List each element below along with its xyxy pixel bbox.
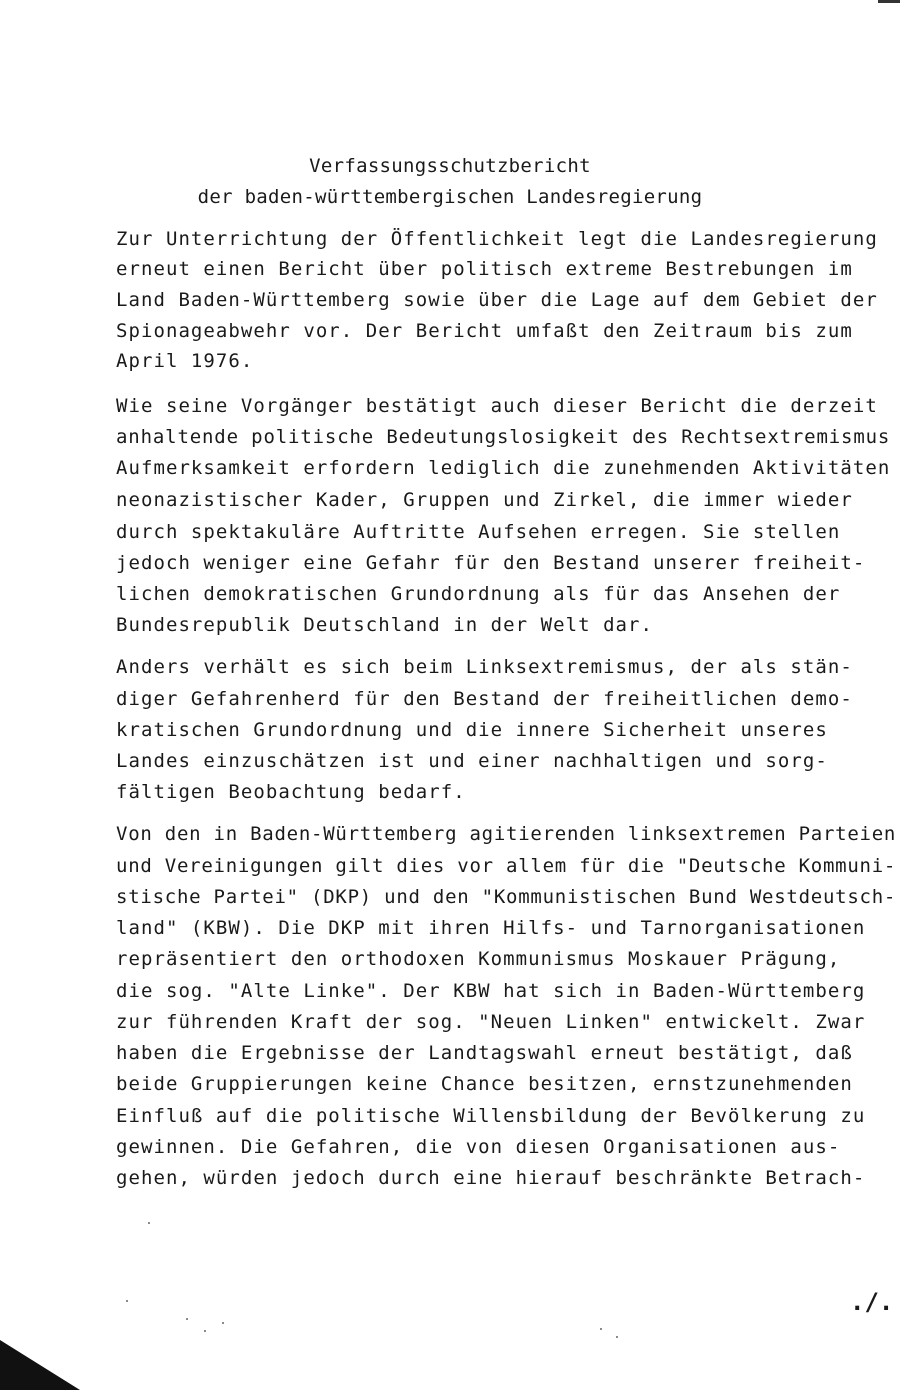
scan-speck bbox=[126, 1300, 128, 1302]
scan-speck bbox=[616, 1336, 618, 1338]
text-line: gewinnen. Die Gefahren, die von diesen Organisationen aus- bbox=[116, 1136, 841, 1158]
text-line: Anders verhält es sich beim Linksextremismus, der als stän- bbox=[116, 656, 853, 678]
text-line: diger Gefahrenherd für den Bestand der freiheitlichen demo- bbox=[116, 688, 853, 710]
scan-edge-mark bbox=[878, 0, 900, 3]
text-line: Bundesrepublik Deutschland in der Welt dar. bbox=[116, 614, 654, 636]
text-line: Einfluß auf die politische Willensbildung der Bevölkerung zu bbox=[116, 1105, 866, 1127]
text-line: Von den in Baden-Württemberg agitierenden linksextremen Parteien bbox=[116, 823, 897, 845]
scan-speck bbox=[204, 1330, 206, 1332]
scan-speck bbox=[186, 1318, 188, 1320]
text-line: lichen demokratischen Grundordnung als für das Ansehen der bbox=[116, 583, 841, 605]
document-subtitle: der baden-württembergischen Landesregierung bbox=[197, 186, 703, 208]
text-line: die sog. "Alte Linke". Der KBW hat sich in Baden-Württemberg bbox=[116, 980, 866, 1002]
text-line: kratischen Grundordnung und die innere Sicherheit unseres bbox=[116, 719, 828, 741]
document-title: Verfassungsschutzbericht bbox=[309, 155, 591, 177]
text-line: neonazistischer Kader, Gruppen und Zirkel, die immer wieder bbox=[116, 489, 853, 511]
text-line: beide Gruppierungen keine Chance besitzen, ernstzunehmenden bbox=[116, 1073, 853, 1095]
text-line: Zur Unterrichtung der Öffentlichkeit legt die Landesregierung bbox=[116, 228, 878, 250]
text-line: repräsentiert den orthodoxen Kommunismus Moskauer Prägung, bbox=[116, 948, 841, 970]
text-line: jedoch weniger eine Gefahr für den Bestand unserer freiheit- bbox=[116, 552, 866, 574]
text-line: haben die Ergebnisse der Landtagswahl erneut bestätigt, daß bbox=[116, 1042, 853, 1064]
scan-shadow-corner bbox=[0, 1330, 120, 1390]
text-line: durch spektakuläre Auftritte Aufsehen erregen. Sie stellen bbox=[116, 521, 841, 543]
text-line: Land Baden-Württemberg sowie über die Lage auf dem Gebiet der bbox=[116, 289, 878, 311]
scan-speck bbox=[222, 1322, 224, 1324]
text-line: Aufmerksamkeit erfordern lediglich die zunehmenden Aktivitäten bbox=[116, 457, 891, 479]
scan-speck bbox=[148, 1222, 150, 1224]
continuation-mark: ./. bbox=[850, 1288, 894, 1316]
text-line: zur führenden Kraft der sog. "Neuen Linken" entwickelt. Zwar bbox=[116, 1011, 866, 1033]
text-line: fältigen Beobachtung bedarf. bbox=[116, 781, 466, 803]
text-line: Wie seine Vorgänger bestätigt auch dieser Bericht die derzeit bbox=[116, 395, 878, 417]
text-line: stische Partei" (DKP) und den "Kommunistischen Bund Westdeutsch- bbox=[116, 886, 897, 908]
text-line: April 1976. bbox=[116, 350, 254, 372]
text-line: erneut einen Bericht über politisch extreme Bestrebungen im bbox=[116, 258, 853, 280]
text-line: Landes einzuschätzen ist und einer nachhaltigen und sorg- bbox=[116, 750, 828, 772]
text-line: Spionageabwehr vor. Der Bericht umfaßt den Zeitraum bis zum bbox=[116, 320, 853, 342]
text-line: und Vereinigungen gilt dies vor allem für die "Deutsche Kommuni- bbox=[116, 855, 897, 877]
text-line: gehen, würden jedoch durch eine hierauf beschränkte Betrach- bbox=[116, 1167, 866, 1189]
scan-speck bbox=[600, 1328, 602, 1330]
text-line: anhaltende politische Bedeutungslosigkeit des Rechtsextremismus bbox=[116, 426, 891, 448]
text-line: land" (KBW). Die DKP mit ihren Hilfs- und Tarnorganisationen bbox=[116, 917, 866, 939]
